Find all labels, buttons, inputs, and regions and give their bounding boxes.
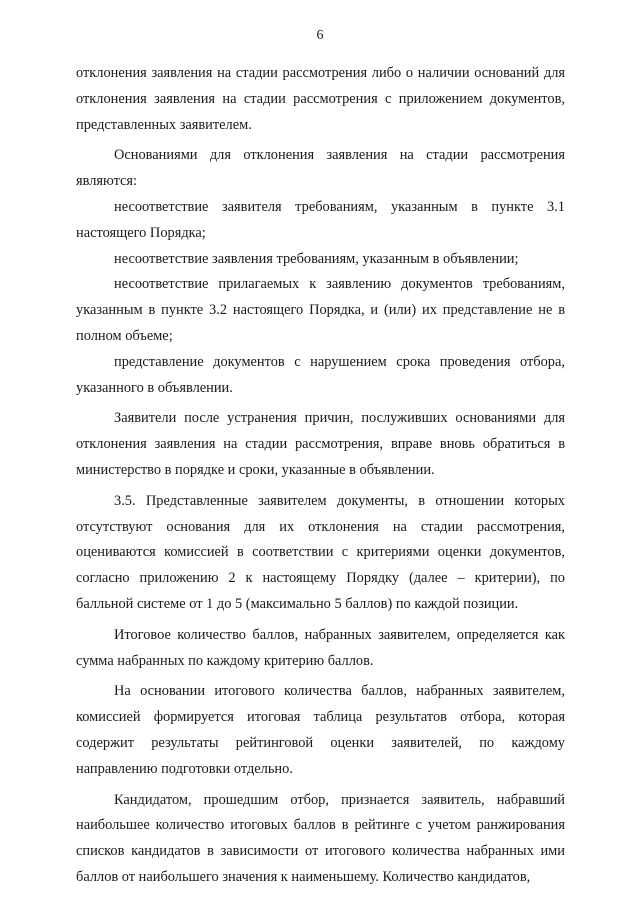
paragraph-grounds-intro: Основаниями для отклонения заявления на стадии рассмотрения являются: bbox=[76, 147, 565, 190]
paragraph-results-table: На основании итогового количества баллов, набранных заявителем, комиссией формируется итоговая таблица результатов отбора, которая содержит результаты рейтинговой оценки заявителей, по каждому направлению подготовки отдельно. bbox=[76, 683, 565, 777]
paragraph-continuation: отклонения заявления на стадии рассмотрения либо о наличии оснований для отклонения заявления на стадии рассмотрения с приложением документов, представленных заявителем. bbox=[76, 65, 565, 133]
page-number: 6 bbox=[316, 28, 324, 43]
paragraph-ground-deadline: представление документов с нарушением срока проведения отбора, указанного в объявлении. bbox=[76, 353, 565, 396]
document-body bbox=[76, 61, 565, 891]
paragraph-ground-application: несоответствие заявления требованиям, указанным в объявлении; bbox=[114, 250, 519, 267]
paragraph-total-score: Итоговое количество баллов, набранных заявителем, определяется как сумма набранных по каждому критерию баллов. bbox=[76, 626, 565, 669]
paragraph-ground-applicant: несоответствие заявителя требованиям, указанным в пункте 3.1 настоящего Порядка; bbox=[76, 198, 565, 241]
paragraph-ground-documents: несоответствие прилагаемых к заявлению документов требованиям, указанным в пункте 3.2 настоящего Порядка, и (или) их представление не в полном объеме; bbox=[76, 276, 565, 344]
paragraph-reapply: Заявители после устранения причин, послуживших основаниями для отклонения заявления на стадии рассмотрения, вправе вновь обратиться в министерство в порядке и сроки, указанные в объявлении. bbox=[76, 410, 565, 478]
paragraph-section-3-5: 3.5. Представленные заявителем документы, в отношении которых отсутствуют основания для их отклонения на стадии рассмотрения, оцениваются комиссией в соответствии с критериями оценки документов, согласно приложению 2 к настоящему Порядку (далее – критерии), по балльной системе от 1 до 5 (максимально 5 баллов) по каждой позиции. bbox=[76, 492, 565, 612]
paragraph-candidate: Кандидатом, прошедшим отбор, признается заявитель, набравший наибольшее количество итоговых баллов в рейтинге с учетом ранжирования списков кандидатов в зависимости от итогового количества набранных ими баллов от наибольшего значения к наименьшему. Количество кандидатов, bbox=[76, 791, 565, 885]
